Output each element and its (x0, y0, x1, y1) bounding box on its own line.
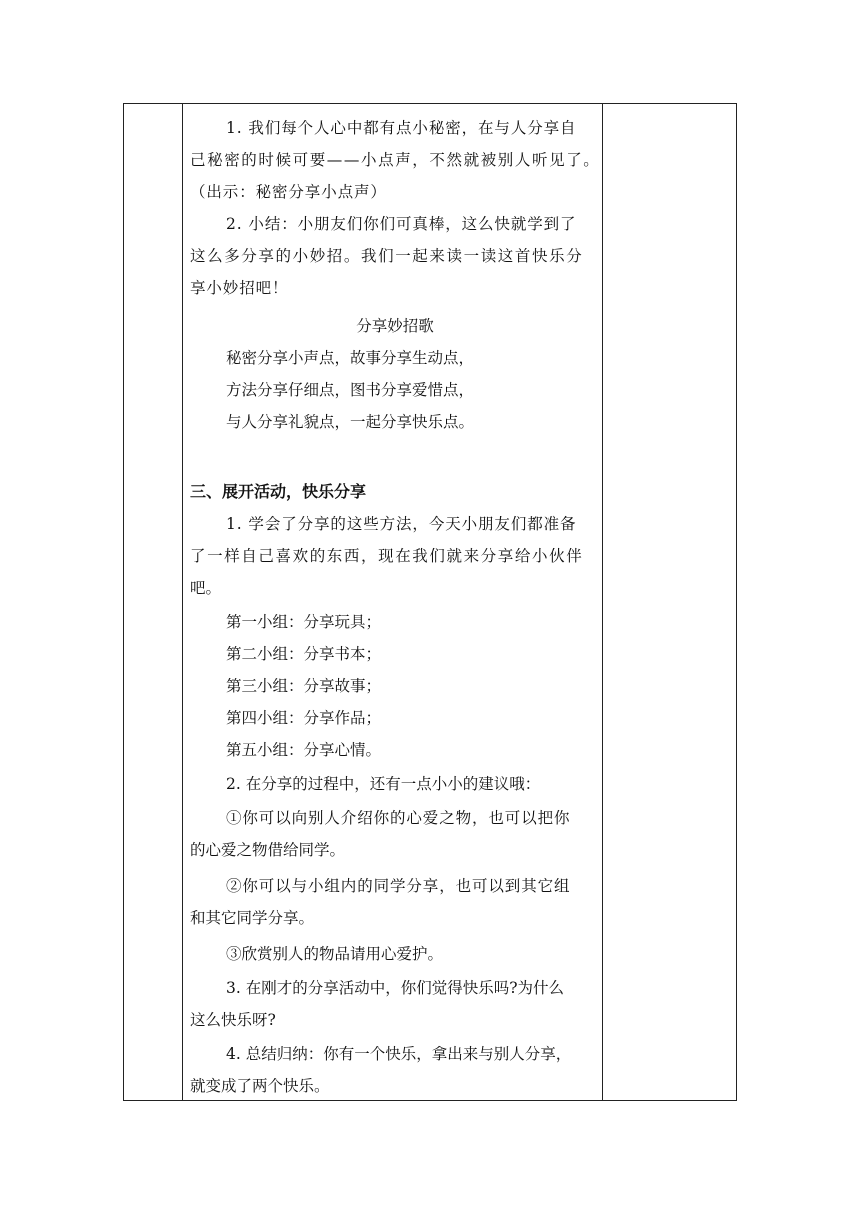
paragraph-line: 4. 总结归纳：你有一个快乐，拿出来与别人分享， (226, 1045, 572, 1063)
paragraph-line: 就变成了两个快乐。 (190, 1077, 330, 1095)
paragraph-line: 了一样自己喜欢的东西，现在我们就来分享给小伙伴 (190, 547, 584, 565)
paragraph-line: 己秘密的时候可要——小点声，不然就被别人听见了。 (190, 151, 601, 169)
paragraph-line: 2. 在分享的过程中，还有一点小小的建议哦： (226, 775, 541, 793)
group-item: 第五小组：分享心情。 (226, 741, 382, 759)
song-line: 秘密分享小声点，故事分享生动点， (226, 349, 475, 367)
suggestion-line: ②你可以与小组内的同学分享，也可以到其它组 (226, 877, 571, 895)
paragraph-line: 这么快乐呀? (190, 1011, 276, 1029)
suggestion-line: ①你可以向别人介绍你的心爱之物，也可以把你 (226, 809, 571, 827)
paragraph-line: 享小妙招吧！ (190, 279, 289, 297)
table-column-divider-right (602, 104, 603, 1100)
suggestion-line: 和其它同学分享。 (190, 909, 315, 927)
group-item: 第二小组：分享书本； (226, 645, 382, 663)
paragraph-line: 1. 我们每个人心中都有点小秘密，在与人分享自 (226, 119, 577, 137)
song-line: 与人分享礼貌点，一起分享快乐点。 (226, 413, 475, 431)
section-heading: 三、展开活动，快乐分享 (190, 482, 367, 501)
group-item: 第三小组：分享故事； (226, 677, 382, 695)
paragraph-line: 3. 在刚才的分享活动中，你们觉得快乐吗?为什么 (226, 979, 565, 997)
group-item: 第四小组：分享作品； (226, 709, 382, 727)
song-line: 方法分享仔细点，图书分享爱惜点， (226, 381, 475, 399)
paragraph-line: 这么多分享的小妙招。我们一起来读一读这首快乐分 (190, 247, 584, 265)
paragraph-line: 吧。 (190, 579, 222, 597)
paragraph-line: 2. 小结：小朋友们你们可真棒，这么快就学到了 (226, 215, 577, 233)
paragraph-line: 1. 学会了分享的这些方法，今天小朋友们都准备 (226, 515, 577, 533)
suggestion-line: ③欣赏别人的物品请用心爱护。 (226, 945, 444, 963)
paragraph-line: （出示：秘密分享小点声） (190, 183, 387, 201)
song-title: 分享妙招歌 (356, 317, 434, 335)
group-item: 第一小组：分享玩具； (226, 613, 382, 631)
suggestion-line: 的心爱之物借给同学。 (190, 841, 346, 859)
table-column-divider-left (182, 104, 183, 1100)
